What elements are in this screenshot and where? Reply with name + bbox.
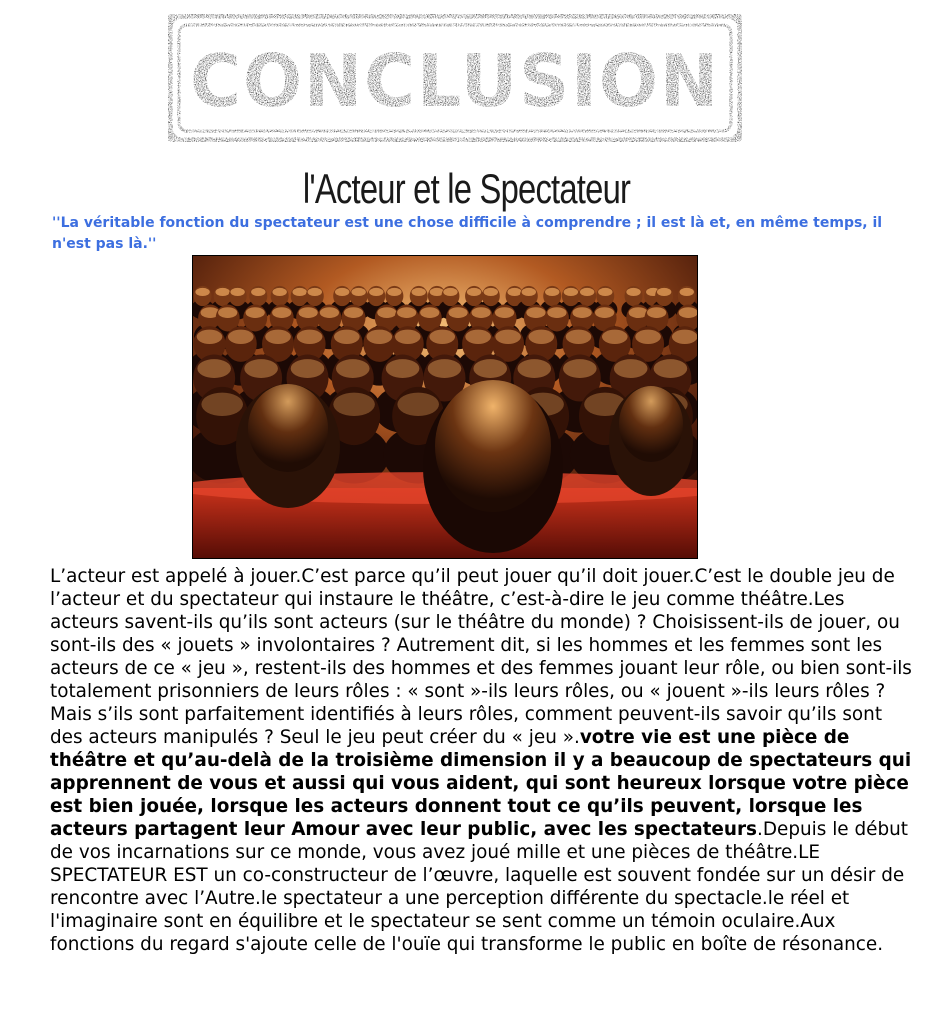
- theatre-audience-photo: [192, 255, 698, 559]
- body-text-bold: votre vie est une pièce de théâtre et qu’au-delà de la troisième dimension il y a beaucoup de spectateurs qui apprennent de vous et aussi qui vous aident, qui sont heureux lorsque votre pièce est bien jouée, lorsque les acteurs donnent tout ce qu’ils peuvent, lorsque les acteurs partagent leur Amour avec leur public, avec les spectateurs: [50, 727, 912, 840]
- intro-quote: ''La véritable fonction du spectateur est une chose difficile à comprendre ; il est là et, en même temps, il n'est pas là.'': [52, 215, 883, 252]
- body-text-part1: L’acteur est appelé à jouer.C’est parce qu’il peut jouer qu’il doit jouer.C’est le double jeu de l’acteur et du spectateur qui instaure le théâtre, c’est-à-dire le jeu comme théâtre.Les acteurs savent-ils qu’ils sont acteurs (sur le théâtre du monde) ? Choisissent-ils de jouer, ou sont-ils des « jouets » involontaires ? Autrement dit, si les hommes et les femmes sont les acteurs de ce « jeu », restent-ils des hommes et des femmes jouant leur rôle, ou bien sont-ils totalement prisonniers de leurs rôles : « sont »-ils leurs rôles, ou « jouent »-ils leurs rôles ? Mais s’ils sont parfaitement identifiés à leurs rôles, comment peuvent-ils savoir qu’ils sont des acteurs manipulés ? Seul le jeu peut créer du « jeu ».: [50, 566, 912, 748]
- body-text-part2: .Depuis le début de vos incarnations sur ce monde, vous avez joué mille et une pièces de théâtre.LE SPECTATEUR EST un co-constructeur de l’œuvre, laquelle est souvent fondée sur un désir de rencontre avec l’Autre.le spectateur a une perception différente du spectacle.le réel et l'imaginaire sont en équilibre et le spectateur se sent comme un témoin oculaire.Aux fonctions du regard s'ajoute celle de l'ouïe qui transforme le public en boîte de résonance.: [50, 819, 908, 955]
- page-title: l'Acteur et le Spectateur: [302, 165, 631, 212]
- stamp-title: CONCLUSION: [190, 39, 720, 123]
- body-paragraph: [50, 565, 912, 956]
- conclusion-stamp: [162, 8, 748, 148]
